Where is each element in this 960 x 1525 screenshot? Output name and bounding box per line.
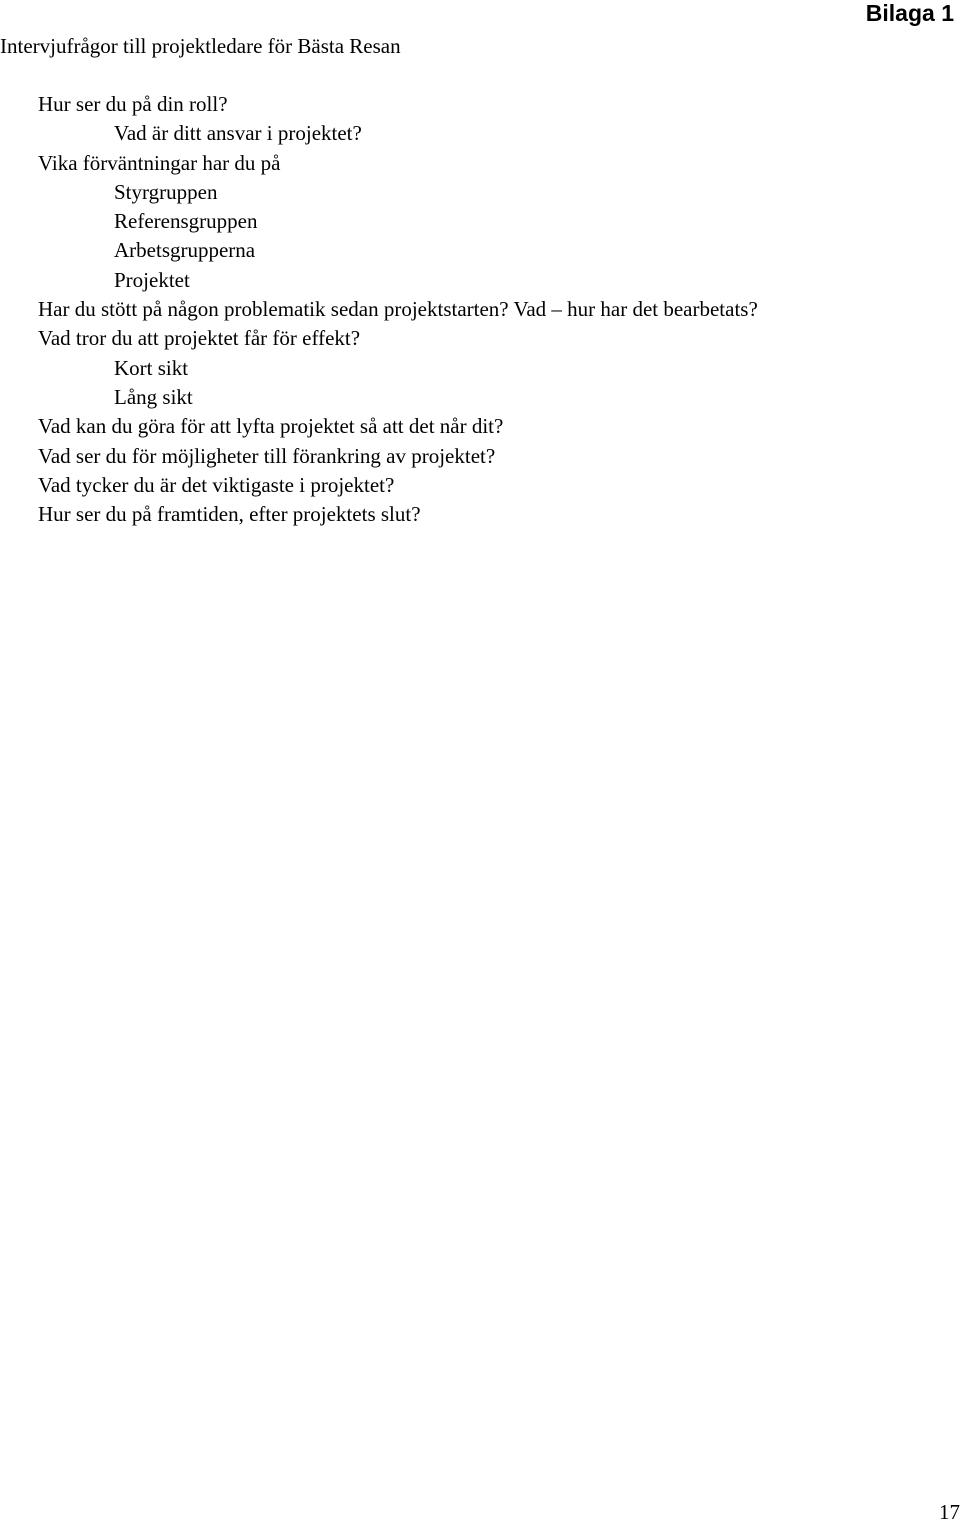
question-line: Vad ser du för möjligheter till förankring av projektet? bbox=[38, 443, 496, 468]
question-line: Styrgruppen bbox=[114, 179, 218, 204]
appendix-label: Bilaga 1 bbox=[865, 0, 954, 26]
document-title: Intervjufrågor till projektledare för Bästa Resan bbox=[0, 34, 401, 58]
question-line: Vika förväntningar har du på bbox=[38, 150, 281, 175]
question-line: Vad kan du göra för att lyfta projektet så att det når dit? bbox=[38, 414, 504, 439]
question-line: Hur ser du på din roll? bbox=[38, 92, 228, 116]
question-line: Vad tror du att projektet får för effekt? bbox=[38, 326, 361, 351]
interview-questions-list bbox=[38, 90, 758, 529]
question-line: Har du stött på någon problematik sedan projektstarten? Vad – hur har det bearbetats? bbox=[38, 297, 758, 322]
question-line: Kort sikt bbox=[114, 355, 189, 380]
question-line: Lång sikt bbox=[114, 384, 193, 409]
question-line: Hur ser du på framtiden, efter projektets slut? bbox=[38, 502, 421, 527]
question-line: Vad är ditt ansvar i projektet? bbox=[114, 121, 362, 146]
page-number: 17 bbox=[939, 1500, 960, 1524]
question-line: Referensgruppen bbox=[114, 209, 258, 234]
question-line: Vad tycker du är det viktigaste i projektet? bbox=[38, 472, 395, 497]
question-line: Projektet bbox=[114, 267, 190, 292]
question-line: Arbetsgrupperna bbox=[114, 238, 256, 263]
